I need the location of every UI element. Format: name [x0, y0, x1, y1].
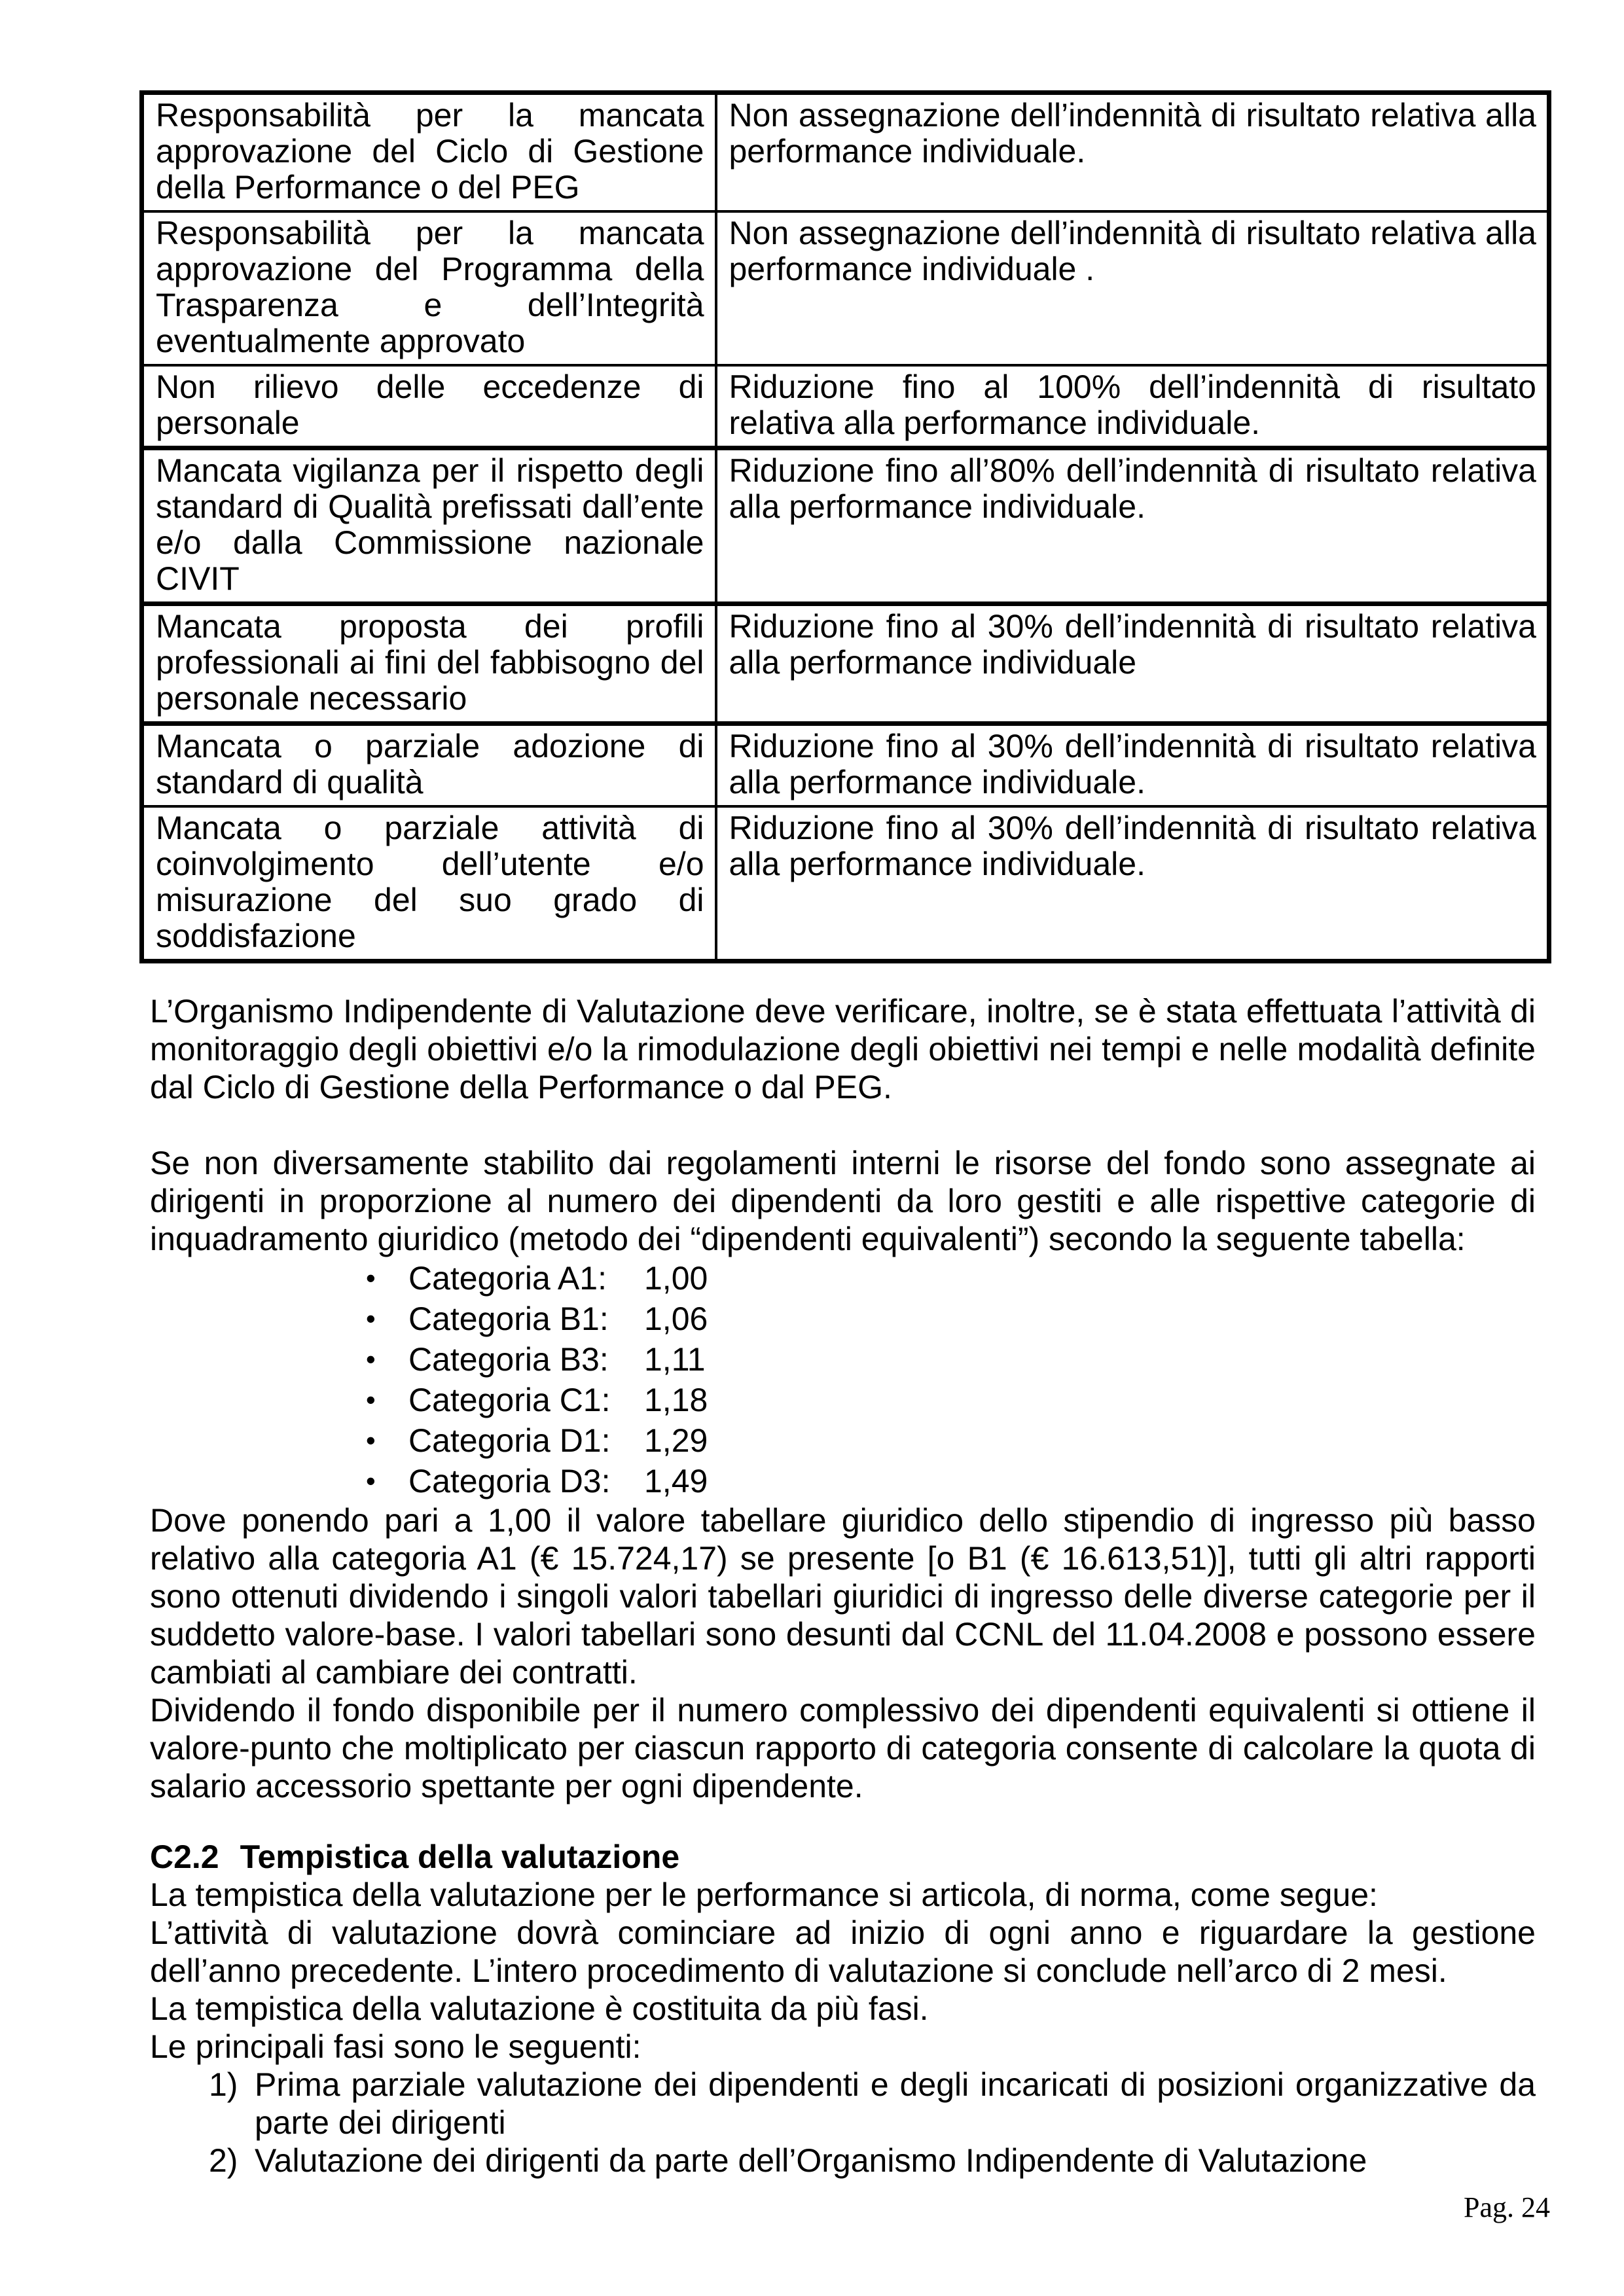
- bullet-icon: •: [366, 1303, 376, 1334]
- list-item: [150, 2066, 1536, 2142]
- item-text: Valutazione dei dirigenti da parte dell’Organismo Indipendente di Valutazione: [255, 2142, 1367, 2179]
- item-text: Prima parziale valutazione dei dipendenti e degli incaricati di posizioni organizzative da parte dei dirigenti: [255, 2066, 1536, 2141]
- violation-cell: Mancata vigilanza per il rispetto degli standard di Qualità prefissati dall’ente e/o dalla Commissione nazionale CIVIT: [142, 448, 716, 604]
- category-value: 1,00: [644, 1260, 708, 1297]
- sanction-cell: Riduzione fino al 30% dell’indennità di risultato relativa alla performance individuale: [716, 604, 1549, 724]
- body-text: [139, 963, 1547, 2179]
- item-number: 2): [209, 2142, 238, 2179]
- page-content: [139, 0, 1547, 2179]
- violation-cell: Non rilievo delle eccedenze di personale: [142, 365, 716, 448]
- list-item: [366, 1258, 1536, 1299]
- sanction-cell: Riduzione fino all’80% dell’indennità di risultato relativa alla performance individuale.: [716, 448, 1549, 604]
- phases-list: [150, 2066, 1536, 2179]
- list-item: [366, 1420, 1536, 1461]
- section-title: Tempistica della valutazione: [240, 1839, 680, 1875]
- paragraph-risorse-fondo: Se non diversamente stabilito dai regolamenti interni le risorse del fondo sono assegnate ai dirigenti in proporzione al numero dei dipendenti da loro gestiti e alle rispettive categorie di inquadramento giuridico (metodo dei “dipendenti equivalenti”) secondo la seguente tabella:: [150, 1145, 1536, 1257]
- table-row: [142, 365, 1549, 448]
- table-row: [142, 806, 1549, 961]
- table-row: [142, 724, 1549, 807]
- paragraph-attivita-valutazione: L’attività di valutazione dovrà cominciare ad inizio di ogni anno e riguardare la gestione dell’anno precedente. L’intero procedimento di valutazione si conclude nell’arco di 2 mesi.: [150, 1914, 1536, 1989]
- section-heading: [150, 1838, 1536, 1876]
- paragraph-oiv-verifica: L’Organismo Indipendente di Valutazione deve verificare, inoltre, se è stata effettuata l’attività di monitoraggio degli obiettivi e/o la rimodulazione degli obiettivi nei tempi e nelle modalità definite dal Ciclo di Gestione della Performance o dal PEG.: [150, 993, 1536, 1105]
- sanction-cell: Riduzione fino al 100% dell’indennità di risultato relativa alla performance individuale.: [716, 365, 1549, 448]
- sanctions-table: [139, 90, 1551, 963]
- category-value: 1,06: [644, 1300, 708, 1337]
- category-value: 1,49: [644, 1463, 708, 1499]
- category-label: Categoria C1:: [408, 1382, 611, 1418]
- violation-cell: Mancata o parziale attività di coinvolgimento dell’utente e/o misurazione del suo grado di soddisfazione: [142, 806, 716, 961]
- category-value: 1,18: [644, 1382, 708, 1418]
- bullet-icon: •: [366, 1425, 376, 1456]
- sanction-cell: Non assegnazione dell’indennità di risultato relativa alla performance individuale .: [716, 211, 1549, 365]
- sanction-cell: Riduzione fino al 30% dell’indennità di risultato relativa alla performance individuale.: [716, 724, 1549, 807]
- category-label: Categoria D1:: [408, 1422, 611, 1459]
- category-label: Categoria B1:: [408, 1300, 609, 1337]
- paragraph-piu-fasi: La tempistica della valutazione è costituita da più fasi.: [150, 1990, 929, 2027]
- category-value: 1,11: [644, 1341, 706, 1378]
- list-item: [366, 1299, 1536, 1339]
- category-label: Categoria B3:: [408, 1341, 609, 1378]
- item-number: 1): [209, 2066, 238, 2103]
- sanction-cell: Non assegnazione dell’indennità di risultato relativa alla performance individuale.: [716, 93, 1549, 212]
- list-item: [366, 1380, 1536, 1420]
- section-code: C2.2: [150, 1839, 219, 1875]
- violation-cell: Mancata o parziale adozione di standard di qualità: [142, 724, 716, 807]
- paragraph-valore-punto: Dividendo il fondo disponibile per il numero complessivo dei dipendenti equivalenti si ottiene il valore-punto che moltiplicato per ciascun rapporto di categoria consente di calcolare la quota di salario accessorio spettante per ogni dipendente.: [150, 1692, 1536, 1804]
- category-value: 1,29: [644, 1422, 708, 1459]
- table-row: [142, 448, 1549, 604]
- list-item: [366, 1339, 1536, 1380]
- paragraph-tempistica-intro: La tempistica della valutazione per le performance si articola, di norma, come segue:: [150, 1876, 1378, 1913]
- violation-cell: Responsabilità per la mancata approvazione del Programma della Trasparenza e dell’Integrità eventualmente approvato: [142, 211, 716, 365]
- category-label: Categoria A1:: [408, 1260, 607, 1297]
- category-label: Categoria D3:: [408, 1463, 611, 1499]
- paragraph-valore-base: Dove ponendo pari a 1,00 il valore tabellare giuridico dello stipendio di ingresso più basso relativo alla categoria A1 (€ 15.724,17) se presente [o B1 (€ 16.613,51)], tutti gli altri rapporti sono ottenuti dividendo i singoli valori tabellari giuridici di ingresso delle diverse categorie per il suddetto valore-base. I valori tabellari sono desunti dal CCNL del 11.04.2008 e possono essere cambiati al cambiare dei contratti.: [150, 1502, 1536, 1691]
- sanction-cell: Riduzione fino al 30% dell’indennità di risultato relativa alla performance individuale.: [716, 806, 1549, 961]
- table-row: [142, 211, 1549, 365]
- list-item: [366, 1461, 1536, 1501]
- bullet-icon: •: [366, 1465, 376, 1496]
- violation-cell: Responsabilità per la mancata approvazione del Ciclo di Gestione della Performance o del PEG: [142, 93, 716, 212]
- bullet-icon: •: [366, 1384, 376, 1415]
- table-row: [142, 93, 1549, 212]
- table-row: [142, 604, 1549, 724]
- violation-cell: Mancata proposta dei profili professionali ai fini del fabbisogno del personale necessario: [142, 604, 716, 724]
- list-item: [150, 2142, 1536, 2179]
- paragraph-fasi-seguenti: Le principali fasi sono le seguenti:: [150, 2028, 641, 2065]
- bullet-icon: •: [366, 1263, 376, 1293]
- bullet-icon: •: [366, 1344, 376, 1374]
- category-ratio-list: [150, 1258, 1536, 1501]
- page-number: Pag. 24: [1464, 2191, 1550, 2223]
